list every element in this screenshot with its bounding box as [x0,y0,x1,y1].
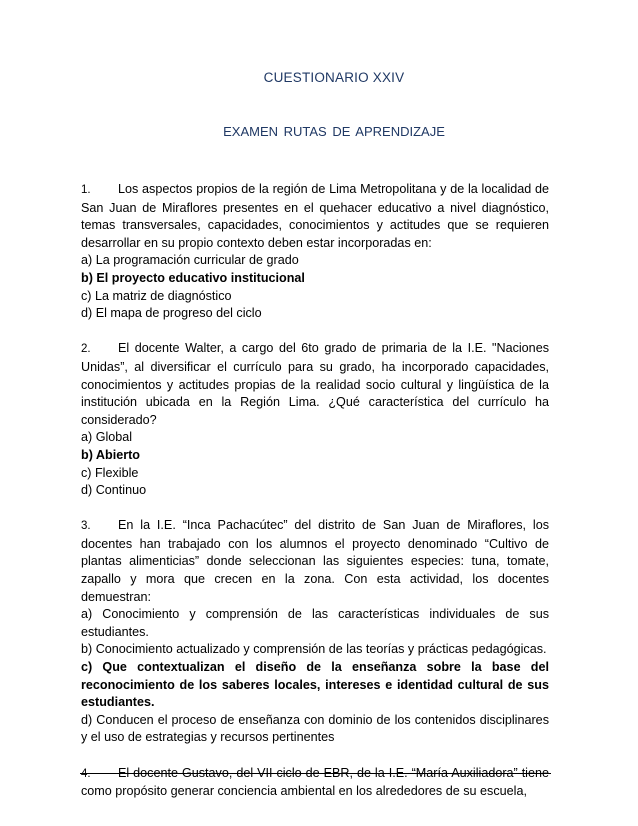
option-c-correct: c) Que contextualizan el diseño de la enseñanza sobre la base del reconocimiento de los saberes locales, intereses e identidad cultural de sus estudiantes. [81,660,549,710]
question-4 [81,765,549,801]
question-number: 1. [81,184,91,196]
question-body: En la I.E. “Inca Pachacútec” del distrito de San Juan de Miraflores, los docentes han trabajado con los alumnos el proyecto denominado “Cultivo de plantas alimenticias” donde seleccionan las siguientes especies: tuna, tomate, zapallo y mora que crecen en la zona. Con esta actividad, los docentes demuestran: [81,518,549,604]
document-subtitle: EXAMEN RUTAS DE APRENDIZAJE [223,124,445,139]
option-b-correct: b) El proyecto educativo institucional [81,270,305,285]
question-text [81,517,549,606]
option-d: d) Continuo [81,483,147,498]
question-1 [81,181,549,323]
option-b-correct: b) Abierto [81,447,140,462]
option-a: a) Global [81,430,133,445]
document-title: CUESTIONARIO XXIV [263,70,405,85]
question-body: El docente Gustavo, del VII ciclo de EBR, de la I.E. “María Auxiliadora” tiene como propósito generar conciencia ambiental en los alrededores de su escuela, [81,765,549,799]
option-d: d) El mapa de progreso del ciclo [81,306,262,321]
footer-rule [80,773,551,774]
question-number: 4. [81,767,91,780]
question-text [81,765,549,801]
questionnaire [81,181,549,801]
question-text [81,340,549,429]
question-text [81,181,549,252]
question-2 [81,340,549,499]
question-body: Los aspectos propios de la región de Lima Metropolitana y de la localidad de San Juan de Miraflores presentes en el quehacer educativo a nivel diagnóstico, temas transversales, capacidades, conocimientos y actitudes que se requieren desarrollar en su propio contexto deben estar incorporadas en: [81,182,549,250]
option-c: c) Flexible [81,465,139,480]
question-number: 3. [81,520,91,533]
option-c: c) La matriz de diagnóstico [81,288,232,303]
option-b: b) Conocimiento actualizado y comprensión de las teorías y prácticas pedagógicas. [81,642,547,657]
question-3 [81,517,549,747]
option-a: a) La programación curricular de grado [81,253,299,268]
option-a: a) Conocimiento y comprensión de las características individuales de sus estudiantes. [81,607,549,639]
question-number: 2. [81,343,91,356]
option-d: d) Conducen el proceso de enseñanza con dominio de los contenidos disciplinares y el uso de estrategias y recursos pertinentes [81,712,549,745]
question-body: El docente Walter, a cargo del 6to grado de primaria de la I.E. "Naciones Unidas”, al diversificar el currículo para su grado, ha incorporado capacidades, conocimientos y actitudes propias de la realidad socio cultural y lingüística de la institución ubicada en la Región Lima. ¿Qué característica del currículo ha considerado? [81,341,549,427]
